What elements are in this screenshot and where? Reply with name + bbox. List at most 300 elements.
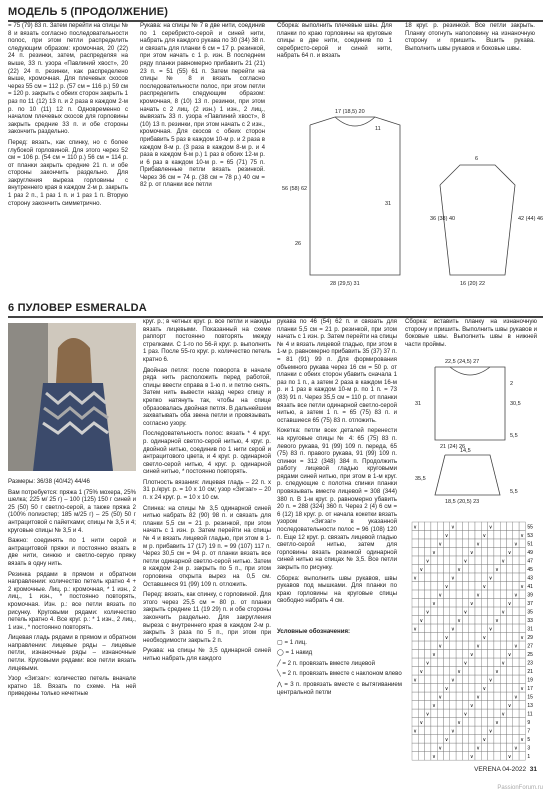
k2tog-icon: ╱ <box>277 659 283 667</box>
chart-cell <box>519 624 525 633</box>
chart-cell <box>431 667 437 676</box>
chart-cell <box>469 675 475 684</box>
chart-symbol: ∨ <box>488 524 493 531</box>
s2-column-3 <box>277 318 397 608</box>
chart-row-label: 41 <box>527 584 533 591</box>
chart-cell <box>462 641 468 650</box>
chart-cell <box>418 658 424 667</box>
chart-cell <box>450 701 456 710</box>
chart-cell <box>418 752 424 761</box>
chart-cell <box>494 658 500 667</box>
chart-row-label: 17 <box>527 686 533 693</box>
chart-symbol: ∨ <box>469 601 474 608</box>
chart-cell <box>412 667 418 676</box>
chart-cell <box>481 548 487 557</box>
chart-cell <box>462 752 468 761</box>
chart-cell <box>425 684 431 693</box>
chart-cell <box>418 735 424 744</box>
chart-cell <box>437 684 443 693</box>
chart-symbol: ∨ <box>457 669 461 676</box>
chart-symbol: ∨ <box>451 524 455 531</box>
chart-cell <box>412 565 418 574</box>
chart-cell <box>488 658 494 667</box>
chart-row-label: 3 <box>527 745 531 752</box>
chart-cell <box>469 718 475 727</box>
chart-symbol: ∨ <box>507 550 512 557</box>
chart-row-label: 49 <box>527 550 533 557</box>
chart-cell <box>462 582 468 591</box>
chart-cell <box>500 650 506 659</box>
chart-symbol: ∨ <box>514 541 518 548</box>
chart-cell <box>475 718 481 727</box>
chart-symbol: ∨ <box>425 660 430 667</box>
chart-cell <box>507 607 513 616</box>
chart-cell <box>500 616 506 625</box>
chart-cell <box>500 590 506 599</box>
chart-cell <box>418 650 424 659</box>
chart-cell <box>481 709 487 718</box>
chart-cell <box>431 633 437 642</box>
chart-cell <box>450 641 456 650</box>
chart-cell <box>412 701 418 710</box>
chart-cell <box>412 692 418 701</box>
chart-cell <box>481 650 487 659</box>
chart-cell <box>507 641 513 650</box>
chart-cell <box>444 556 450 565</box>
chart-cell <box>444 743 450 752</box>
chart-cell <box>475 599 481 608</box>
chart-cell <box>412 718 418 727</box>
chart-cell <box>444 641 450 650</box>
chart-cell <box>469 522 475 531</box>
chart-cell <box>519 641 525 650</box>
chart-cell <box>475 684 481 693</box>
chart-cell <box>456 531 462 540</box>
chart-cell <box>425 752 431 761</box>
chart-cell <box>412 650 418 659</box>
chart-cell <box>513 633 519 642</box>
chart-cell <box>431 735 437 744</box>
chart-symbol: ∨ <box>520 737 524 744</box>
chart-cell <box>507 675 513 684</box>
chart-cell <box>462 531 468 540</box>
chart-cell <box>494 582 500 591</box>
chart-row-label: 33 <box>527 618 533 625</box>
chart-cell <box>519 522 525 531</box>
chart-cell <box>462 718 468 727</box>
chart-cell <box>500 667 506 676</box>
chart-cell <box>437 658 443 667</box>
chart-cell <box>513 531 519 540</box>
chart-cell <box>456 752 462 761</box>
chart-cell <box>513 573 519 582</box>
chart-cell <box>469 556 475 565</box>
chart-row-label: 7 <box>527 728 531 735</box>
schematic-label: 22,5 (24,5) 27 <box>445 359 480 365</box>
chart-cell <box>418 726 424 735</box>
paragraph: Рукава: на спицы № 7 в две нити, соединив по 1 серебристо-серой и синей нити, набрать для каждого рукава по 30 (34) 38 п. и связать для планки 6 см = 17 р. резинкой, при этом начать с 1 р. изн. В последнем ряду планки равномерно прибавить 21 (21) 23 п. = 51 (55) 61 п. Затем перейти на спицы № 8 и вязать согласно последовательности полос, при этом петли распределить следующим образом: кромочная, 8 (10) 13 п. резинки, при этом начать с 2 лиц. (2 изн.) 1 изн., 2 лиц., вывязать 33 п. узора «Павлиний хвост», 8 (10) 13 п. резинки, при этом начать с 2 изн., кромочная. Для скосов с обеих сторон прибавить 5 раз в каждом 10-м р. и 2 раза в каждом 8-м р. (3 раза в каждом 8-м р. и 4 раза в каждом 6-м р.) 1 раз в обоих 12-м р. и 6 раз в каждом 10-м р. = 65 (71) 75 п. Прибавленные петли вязать резинкой. Через 36 см = 74 р. (38 см = 78 р.) 40 см = 82 р. от планки все петли <box>140 22 265 189</box>
chart-row-label: 29 <box>527 635 533 642</box>
paragraph: Перед: вязать, как спинку, но с более глубокой горловиной. Для этого через 52 см = 106 р. (54 см = 110 р.) 56 см = 114 р. от планки закрыть средние 21 п. и обе стороны закончить раздельно. Для закругления выреза горловины с внутреннего края в каждом 2-м р. закрыть 1 раз 2 п., 1 раз 1 п. и 1 раз 1 п. Вторую сторону закончить симметрично. <box>8 138 128 207</box>
chart-symbol: ∨ <box>419 567 424 574</box>
chart-cell <box>431 616 437 625</box>
chart-cell <box>444 590 450 599</box>
chart-cell <box>450 709 456 718</box>
chart-cell <box>507 692 513 701</box>
chart-symbol: ∨ <box>457 720 461 727</box>
model5-schematic <box>280 95 544 290</box>
chart-cell <box>513 718 519 727</box>
chart-cell <box>437 522 443 531</box>
chart-cell <box>475 658 481 667</box>
chart-cell <box>494 650 500 659</box>
chart-cell <box>507 624 513 633</box>
chart-cell <box>475 667 481 676</box>
chart-row-label: 51 <box>527 541 533 548</box>
schematic-label: 21 (24) 26 <box>440 444 466 450</box>
chart-cell <box>481 599 487 608</box>
chart-cell <box>425 718 431 727</box>
chart-cell <box>519 709 525 718</box>
chart-cell <box>488 743 494 752</box>
chart-cell <box>437 735 443 744</box>
chart-cell <box>469 607 475 616</box>
chart-cell <box>412 539 418 548</box>
chart-cell <box>418 675 424 684</box>
chart-cell <box>519 692 525 701</box>
cdd-icon: ⋀ <box>277 680 285 688</box>
chart-cell <box>488 590 494 599</box>
chart-cell <box>494 743 500 752</box>
chart-cell <box>469 565 475 574</box>
chart-cell <box>500 599 506 608</box>
chart-row-label: 5 <box>527 737 531 744</box>
chart-row-label: 53 <box>527 533 533 540</box>
chart-symbol: ∨ <box>501 711 506 718</box>
chart-cell <box>450 590 456 599</box>
chart-row-label: 15 <box>527 694 533 701</box>
paragraph: Размеры: 36/38 (40/42) 44/46 <box>8 478 90 485</box>
chart-cell <box>519 701 525 710</box>
chart-row-label: 55 <box>527 524 533 531</box>
chart-cell <box>519 752 525 761</box>
chart-cell <box>437 616 443 625</box>
s2-column-4 <box>405 318 537 351</box>
chart-cell <box>494 726 500 735</box>
schematic-label: 18,5 (20,5) 23 <box>445 499 480 505</box>
chart-cell <box>500 624 506 633</box>
chart-cell <box>412 735 418 744</box>
paragraph: Вам потребуется: пряжа 1 (75% мохера, 25% шелка; 225 м/ 25 г) – 100 (125) 150 г синей и 25 (50) 50 г светло-серой, а также пряжа 2 (100% полиэстер; 185 м/25 г) – 25 (50) 50 г антрацитовой с пайетками; спицы № 3,5 и 4; круговые спицы № 3,5 и 4. <box>8 488 136 534</box>
chart-cell <box>418 684 424 693</box>
chart-cell <box>425 633 431 642</box>
schematic-label: 14,5 <box>460 448 471 454</box>
chart-cell <box>507 667 513 676</box>
chart-cell <box>481 590 487 599</box>
chart-cell <box>450 556 456 565</box>
chart-symbol: ∨ <box>463 609 468 616</box>
chart-symbol: ∨ <box>457 618 461 625</box>
chart-cell <box>494 607 500 616</box>
chart-cell <box>450 658 456 667</box>
chart-cell <box>431 539 437 548</box>
chart-cell <box>431 522 437 531</box>
chart-cell <box>519 573 525 582</box>
chart-symbol: ∨ <box>444 584 449 591</box>
chart-cell <box>488 709 494 718</box>
chart-cell <box>519 667 525 676</box>
chart-symbol: ∨ <box>444 635 449 642</box>
section-title-model5: МОДЕЛЬ 5 (ПРОДОЛЖЕНИЕ) <box>8 6 543 22</box>
chart-symbol: ∨ <box>501 558 506 565</box>
chart-cell <box>488 752 494 761</box>
chart-cell <box>500 701 506 710</box>
chart-cell <box>425 616 431 625</box>
chart-cell <box>500 752 506 761</box>
chart-cell <box>444 726 450 735</box>
chart-cell <box>494 573 500 582</box>
chart-cell <box>494 735 500 744</box>
chart-cell <box>507 573 513 582</box>
chart-cell <box>418 582 424 591</box>
chart-cell <box>494 531 500 540</box>
chart-cell <box>456 539 462 548</box>
paragraph: Сборка: выполнить швы рукавов, швы рукавов под мышками. Для планки по краю горловины на круговые спицы свободно набрать 4 см. <box>277 574 397 605</box>
chart-cell <box>444 539 450 548</box>
chart-cell <box>507 709 513 718</box>
chart-cell <box>481 539 487 548</box>
chart-symbol: ∨ <box>514 643 518 650</box>
chart-cell <box>450 692 456 701</box>
chart-cell <box>481 752 487 761</box>
chart-cell <box>462 650 468 659</box>
chart-cell <box>425 582 431 591</box>
chart-symbol: ∨ <box>488 575 493 582</box>
chart-cell <box>425 599 431 608</box>
chart-cell <box>444 607 450 616</box>
chart-cell <box>513 752 519 761</box>
chart-cell <box>444 658 450 667</box>
chart-cell <box>513 607 519 616</box>
chart-cell <box>494 752 500 761</box>
chart-cell <box>513 616 519 625</box>
chart-cell <box>500 573 506 582</box>
chart-cell <box>456 650 462 659</box>
schematic-label: 17 (18,5) 20 <box>335 109 365 115</box>
chart-row-label: 21 <box>527 669 533 676</box>
chart-cell <box>462 539 468 548</box>
chart-cell <box>456 573 462 582</box>
chart-cell <box>469 641 475 650</box>
chart-cell <box>431 607 437 616</box>
chart-cell <box>475 709 481 718</box>
chart-cell <box>475 556 481 565</box>
chart-symbol: ∨ <box>413 626 417 633</box>
chart-cell <box>431 726 437 735</box>
watermark: PassionForum.ru <box>497 785 543 791</box>
paragraph: 18 круг. р. резинкой. Все петли закрыть. Планку отогнуть наполовину на изнаночную сторону и пришить. Вшить рукава. Выполнить швы рукавов и боковые швы. <box>405 22 535 52</box>
chart-cell <box>418 548 424 557</box>
chart-symbol: ∨ <box>488 728 493 735</box>
chart-cell <box>507 616 513 625</box>
chart-cell <box>494 548 500 557</box>
chart-cell <box>437 573 443 582</box>
chart-cell <box>469 633 475 642</box>
paragraph: Сборка: вставить планку на изнаночную сторону и пришить. Выполнить швы рукавов и боковые швы. Выполнить швы в нижней части проймы. <box>405 318 537 348</box>
chart-cell <box>418 556 424 565</box>
chart-symbol: ∨ <box>520 533 524 540</box>
chart-cell <box>519 726 525 735</box>
chart-cell <box>519 650 525 659</box>
chart-cell <box>462 624 468 633</box>
chart-cell <box>481 616 487 625</box>
chart-symbol: ∨ <box>520 686 524 693</box>
chart-cell <box>519 539 525 548</box>
chart-row-label: 47 <box>527 558 533 565</box>
yarn-over-icon: ◯ <box>277 649 286 657</box>
paragraph: Кокетка: петли всех деталей перенести на круговые спицы № 4: 65 (75) 83 п. левого рукава, 91 (99) 109 п. переда, 65 (75) 83 п. правого рукава, 91 (99) 109 п. спинки = 312 (348) 384 п. Продолжить работу лицевой гладью круговыми рядами синей нитью, при этом в 1-м круг. р. следующие с полотна спинки планки провязывать вместе лицевой = 308 (344) 380 п. В 1-м круг. р. равномерно убавить 20 п. = 288 (324) 360 п. Через 2 (4) 6 см = 6 (12) 18 круг. р. от начала кокетки вязать узором «Зигзаг» в указанной последовательности полос = 96 (108) 120 п. Еще 12 круг. р. связать лицевой гладью светло-серой нитью, затем для горловины вязать резинкой одинарной синей нитью на спицах № 3,5. Все петли закрыть по рисунку. <box>277 427 397 571</box>
chart-cell <box>425 743 431 752</box>
chart-symbol: ∨ <box>507 601 512 608</box>
chart-cell <box>418 599 424 608</box>
chart-cell <box>437 701 443 710</box>
chart-cell <box>475 548 481 557</box>
chart-symbol: ∨ <box>438 745 443 752</box>
chart-cell <box>488 692 494 701</box>
chart-symbol: ∨ <box>476 643 480 650</box>
chart-cell <box>437 624 443 633</box>
chart-cell <box>412 743 418 752</box>
chart-cell <box>507 735 513 744</box>
paragraph: круг. р.; в четных круг. р. все петли и накиды вязать лицевыми. Показанный на схеме раппорт постоянно повторять между стрелками. С 1-го по 56-й круг. р. выполнить 1 раз. После 55-го круг. р. количество петель кратно 6. <box>143 318 271 363</box>
chart-cell <box>481 743 487 752</box>
chart-symbol: ∨ <box>482 737 487 744</box>
chart-cell <box>437 531 443 540</box>
schematic-label: 5,5 <box>510 433 518 439</box>
chart-cell <box>500 531 506 540</box>
chart-cell <box>462 692 468 701</box>
chart-cell <box>500 726 506 735</box>
chart-cell <box>488 667 494 676</box>
chart-cell <box>519 607 525 616</box>
chart-cell <box>437 667 443 676</box>
chart-cell <box>431 556 437 565</box>
schematic-label: 6 <box>475 156 479 162</box>
chart-cell <box>494 624 500 633</box>
chart-cell <box>462 616 468 625</box>
chart-cell <box>519 616 525 625</box>
chart-cell <box>519 675 525 684</box>
chart-cell <box>437 599 443 608</box>
chart-cell <box>519 743 525 752</box>
chart-cell <box>475 726 481 735</box>
chart-cell <box>456 692 462 701</box>
chart-symbol: ∨ <box>432 601 436 608</box>
chart-row-label: 25 <box>527 652 533 659</box>
chart-cell <box>481 641 487 650</box>
chart-symbol: ∨ <box>438 541 443 548</box>
chart-cell <box>444 675 450 684</box>
paragraph: рукава по 46 (54) 62 п. и связать для планки 5,5 см = 21 р. резинкой, при этом начать с 1 изн. р. Затем перейти на спицы № 4 и вязать лицевой гладью, при этом в 1-м р. равномерно прибавить 35 (37) 37 п. = 81 (91) 99 п. Для формирования объемного рукава через 16 см = 50 р. от планки с обеих сторон убавить сначала 1 раз по 1 п., а затем 2 раза в каждом 16-м р. и 1 раз в каждом 10-м р. по 1 п. = 73 (83) 91 п. Через 35,5 см = 110 р. от планки вязать все петли одинарной светло-серой нитью, а затем 1 п. = 65 (75) 83 п. и оставшиеся 65 (75) 83 п. отложить. <box>277 318 398 424</box>
chart-cell <box>475 531 481 540</box>
chart-cell <box>450 565 456 574</box>
chart-cell <box>500 633 506 642</box>
chart-symbol: ∨ <box>476 541 480 548</box>
chart-symbol: ∨ <box>520 635 524 642</box>
chart-cell <box>507 633 513 642</box>
chart-cell <box>469 616 475 625</box>
chart-cell <box>488 633 494 642</box>
chart-symbol: ∨ <box>451 677 455 684</box>
paragraph: Двойная петля: после поворота в начале ряда нить расположить перед работой, спицы ввести справа в 1-ю п. и петлю снять. Затем нить вывести назад через спицу и крепко натянуть так, чтобы на спице образовалась двойная петля. В дальнейшем захватывать оба звена петли и провязывать согласно узору. <box>143 366 271 427</box>
chart-row-label: 35 <box>527 609 533 616</box>
chart-cell <box>418 573 424 582</box>
chart-symbol: ∨ <box>476 694 480 701</box>
chart-cell <box>462 573 468 582</box>
chart-cell <box>513 709 519 718</box>
chart-cell <box>513 565 519 574</box>
chart-cell <box>412 599 418 608</box>
chart-cell <box>488 616 494 625</box>
chart-cell <box>444 522 450 531</box>
chart-cell <box>444 616 450 625</box>
page-number: 31 <box>529 766 537 773</box>
chart-cell <box>481 718 487 727</box>
chart-cell <box>469 658 475 667</box>
chart-cell <box>456 607 462 616</box>
chart-cell <box>494 641 500 650</box>
chart-cell <box>488 556 494 565</box>
chart-cell <box>425 624 431 633</box>
chart-cell <box>469 684 475 693</box>
chart-symbol: ∨ <box>514 745 518 752</box>
chart-symbol: ∨ <box>488 677 493 684</box>
chart-symbol: ∨ <box>469 754 474 761</box>
chart-cell <box>450 650 456 659</box>
chart-cell <box>456 522 462 531</box>
chart-cell <box>475 752 481 761</box>
chart-symbol: ∨ <box>507 703 512 710</box>
chart-cell <box>425 675 431 684</box>
chart-symbol: ∨ <box>476 745 480 752</box>
chart-cell <box>500 684 506 693</box>
chart-symbol: ∨ <box>432 703 436 710</box>
chart-cell <box>513 675 519 684</box>
chart-cell <box>412 607 418 616</box>
chart-cell <box>450 616 456 625</box>
chart-cell <box>462 701 468 710</box>
chart-cell <box>507 531 513 540</box>
chart-cell <box>431 718 437 727</box>
chart-row-label: 23 <box>527 660 533 667</box>
chart-cell <box>462 743 468 752</box>
chart-symbol: ∨ <box>501 609 506 616</box>
chart-cell <box>488 607 494 616</box>
chart-cell <box>500 522 506 531</box>
chart-cell <box>519 590 525 599</box>
chart-symbol: ∨ <box>444 533 449 540</box>
chart-cell <box>488 718 494 727</box>
chart-cell <box>481 726 487 735</box>
legend-item: ╱ = 2 п. провязать вместе лицевой <box>277 659 375 667</box>
chart-symbol: ∨ <box>425 558 430 565</box>
chart-symbol: ∨ <box>469 652 474 659</box>
chart-symbol: ∨ <box>425 711 430 718</box>
chart-symbol: ∨ <box>482 686 487 693</box>
chart-cell <box>507 539 513 548</box>
chart-cell <box>507 718 513 727</box>
chart-cell <box>431 743 437 752</box>
